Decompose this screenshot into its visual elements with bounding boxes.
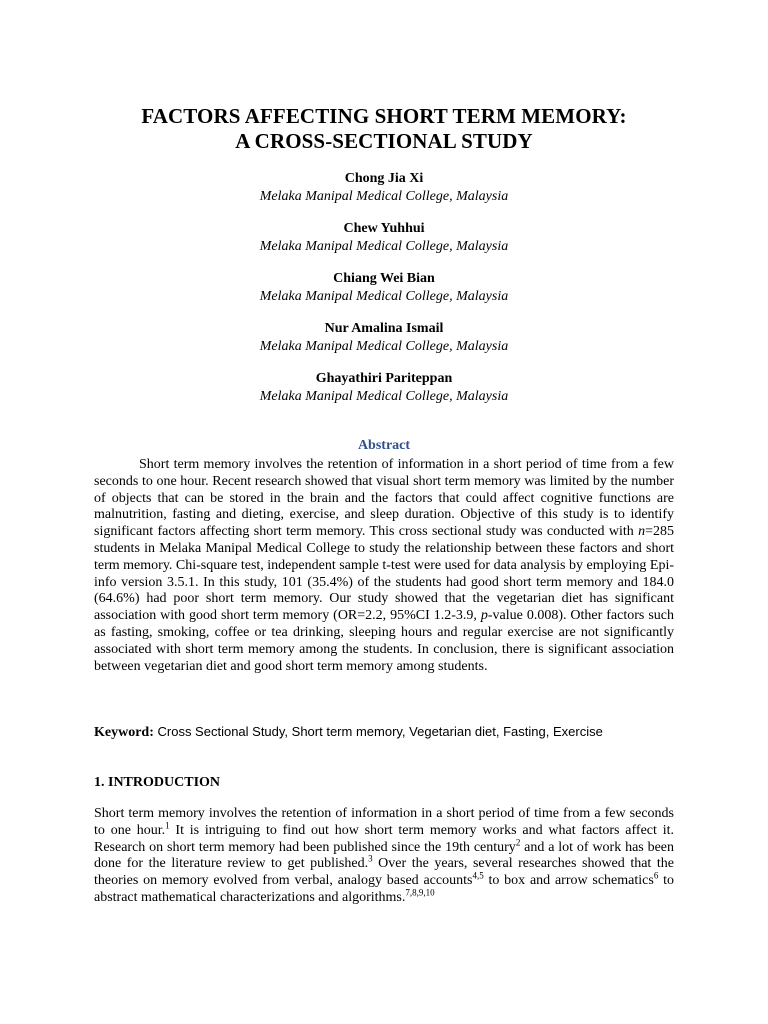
citation-superscript: 1 (165, 820, 170, 831)
paper-title-line-2: A CROSS-SECTIONAL STUDY (235, 129, 533, 153)
paper-title-line-1: FACTORS AFFECTING SHORT TERM MEMORY: (141, 104, 627, 128)
author-block (0, 320, 768, 355)
author-name: Chiang Wei Bian (333, 271, 435, 286)
abstract-heading: Abstract (357, 438, 411, 453)
author-name: Ghayathiri Pariteppan (315, 371, 453, 386)
intro-text: and a lot of work has been done for the literature review to get published. (94, 839, 675, 872)
author-name: Nur Amalina Ismail (324, 321, 444, 336)
abstract-body (94, 457, 674, 675)
author-block (0, 170, 768, 205)
keywords-line (94, 723, 603, 741)
keywords-label: Keyword: (94, 725, 154, 740)
intro-text: Over the years, several researches showed that the theories on memory evolved from verbal, analogy based accounts (94, 856, 674, 889)
introduction-heading: 1. INTRODUCTION (94, 775, 221, 790)
intro-text: to box and arrow schematics (483, 873, 654, 889)
p-symbol: p (480, 608, 488, 624)
intro-text: Short term memory involves the retention of information in a short period of time from a few seconds to one hour. (94, 806, 674, 838)
author-block (0, 370, 768, 405)
citation-superscript: 3 (368, 853, 373, 864)
author-block (0, 270, 768, 305)
abstract-text: Short term memory involves the retention of information in a short period of time from a few seconds to one hour. Recent research showed that visual short term memory was limited by the number of objects that can be stored in the brain and the factors that could affect cognitive functions are malnutrition, fasting and dieting, exercise, and sleep duration. Objective of this study is to identify significant factors affecting short term memory. This cross sectional study was conducted with (94, 457, 674, 540)
author-affiliation: Melaka Manipal Medical College, Malaysia (259, 389, 509, 404)
keywords-text: Cross Sectional Study, Short term memory, Vegetarian diet, Fasting, Exercise (153, 724, 603, 739)
author-affiliation: Melaka Manipal Medical College, Malaysia (259, 339, 509, 354)
intro-text: It is intriguing to find out how short term memory works and what factors affect it. Research on short term memory had been published since the 19th century (94, 822, 674, 855)
citation-superscript: 6 (653, 870, 659, 881)
author-affiliation: Melaka Manipal Medical College, Malaysia (259, 189, 509, 204)
author-affiliation: Melaka Manipal Medical College, Malaysia (259, 289, 509, 304)
citation-superscript: 2 (515, 836, 521, 847)
author-block (0, 220, 768, 255)
author-name: Chew Yuhhui (343, 221, 425, 236)
citation-superscript: 7,8,9,10 (405, 887, 435, 898)
n-symbol: n (638, 524, 646, 540)
author-name: Chong Jia Xi (344, 171, 424, 186)
intro-text: to abstract mathematical characterizations and algorithms. (94, 873, 674, 905)
author-affiliation: Melaka Manipal Medical College, Malaysia (259, 239, 509, 254)
citation-superscript: 4,5 (472, 870, 484, 881)
abstract-text: -value 0.008). Other factors such as fasting, smoking, coffee or tea drinking, sleeping hours and regular exercise are not significantly associated with short term memory among the students. In conclusion, there is significant association between vegetarian diet and good short term memory among students. (94, 608, 674, 674)
introduction-body (94, 806, 674, 907)
abstract-text: =285 students in Melaka Manipal Medical College to study the relationship between these factors and short term memory. Chi-square test, independent sample t-test were used for data analysis by employing Epi-info version 3.5.1. In this study, 101 (35.4%) of the students had good short term memory and 184.0 (64.6%) had poor short term memory. Our study showed that the vegetarian diet has significant association with good short term memory (OR=2.2, 95%CI 1.2-3.9, (94, 524, 674, 624)
